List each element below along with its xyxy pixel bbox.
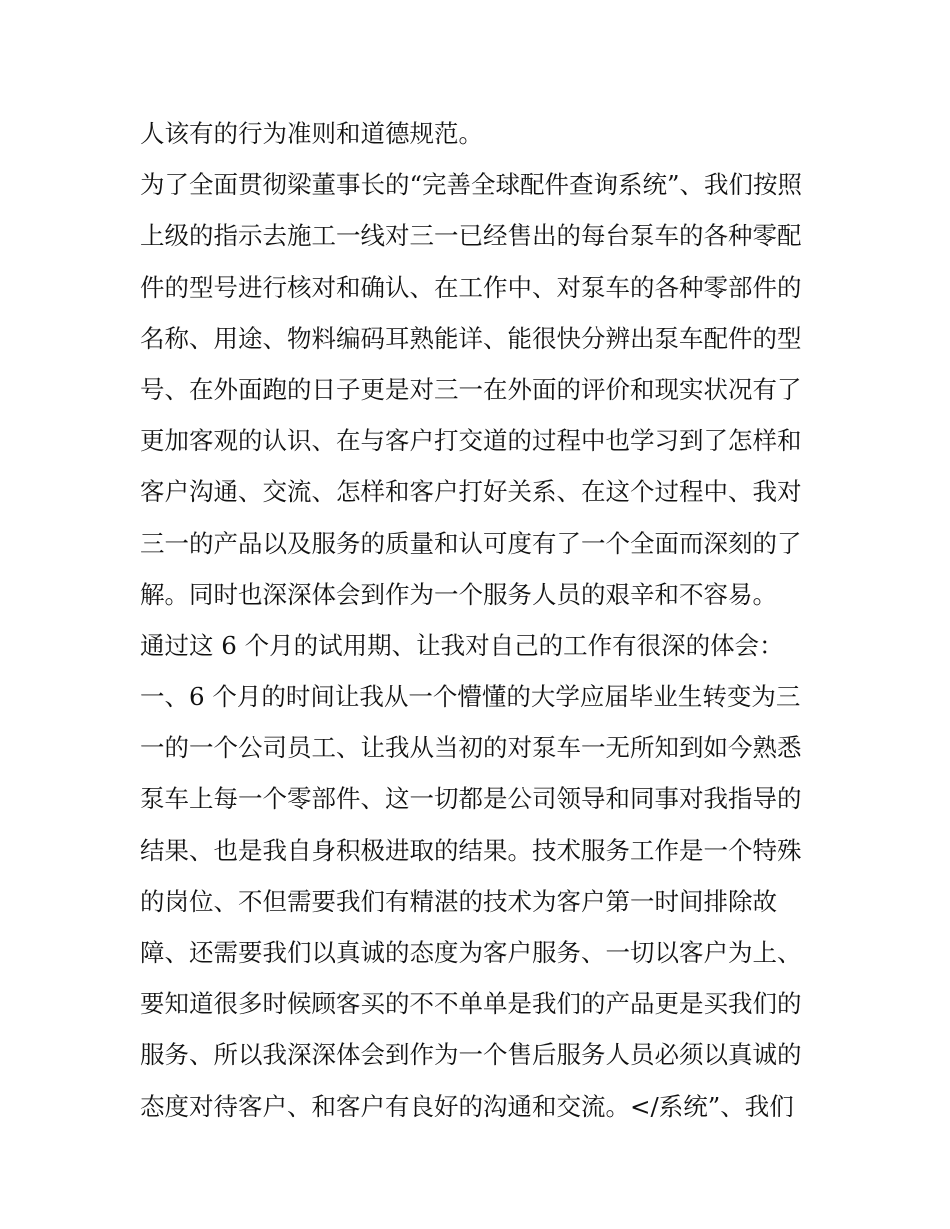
text-line: 服务、所以我深深体会到作为一个售后服务人员必须以真诚的 bbox=[140, 1040, 802, 1070]
text-line: 更加客观的认识、在与客户打交道的过程中也学习到了怎样和 bbox=[140, 426, 802, 456]
text-line: 泵车上每一个零部件、这一切都是公司领导和同事对我指导的 bbox=[140, 784, 802, 814]
text-line: 号、在外面跑的日子更是对三一在外面的评价和现实状况有了 bbox=[140, 374, 802, 404]
text-line: 为了全面贯彻梁董事长的“完善全球配件查询系统”、我们按照 bbox=[140, 170, 803, 200]
text-line: 通过这 6 个月的试用期、让我对自己的工作有很深的体会： bbox=[140, 630, 784, 660]
text-line: 名称、用途、物料编码耳熟能详、能很快分辨出泵车配件的型 bbox=[140, 323, 802, 353]
text-line: 一的一个公司员工、让我从当初的对泵车一无所知到如今熟悉 bbox=[140, 733, 802, 763]
text-line: 人该有的行为准则和道德规范。 bbox=[140, 119, 483, 148]
text-line: 解。同时也深深体会到作为一个服务人员的艰辛和不容易。 bbox=[140, 579, 777, 609]
text-line: 件的型号进行核对和确认、在工作中、对泵车的各种零部件的 bbox=[140, 272, 802, 302]
text-line: 客户沟通、交流、怎样和客户打好关系、在这个过程中、我对 bbox=[140, 477, 802, 507]
text-line: 三一的产品以及服务的质量和认可度有了一个全面而深刻的了 bbox=[140, 528, 802, 558]
text-line: 障、还需要我们以真诚的态度为客户服务、一切以客户为上、 bbox=[140, 938, 802, 967]
text-line: 结果、也是我自身积极进取的结果。技术服务工作是一个特殊 bbox=[140, 835, 802, 865]
text-line: 要知道很多时候顾客买的不不单单是我们的产品更是买我们的 bbox=[140, 989, 802, 1019]
body-text bbox=[140, 108, 820, 1132]
text-line: 态度对待客户、和客户有良好的沟通和交流。</系统”、我们 bbox=[140, 1091, 794, 1121]
text-line: 上级的指示去施工一线对三一已经售出的每台泵车的各种零配 bbox=[140, 221, 802, 251]
text-line: 的岗位、不但需要我们有精湛的技术为客户第一时间排除故 bbox=[140, 886, 777, 916]
text-line: 一、6 个月的时间让我从一个懵懂的大学应届毕业生转变为三 bbox=[140, 682, 801, 712]
